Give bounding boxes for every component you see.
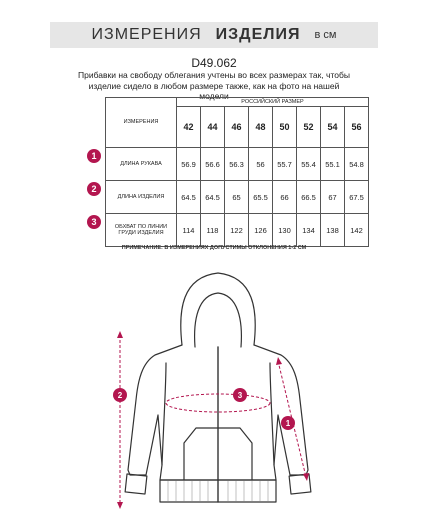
size-header: 50 xyxy=(273,107,297,148)
size-header: 56 xyxy=(345,107,369,148)
table-cell: 67.5 xyxy=(345,181,369,214)
table-cell: 118 xyxy=(201,214,225,247)
size-header: 44 xyxy=(201,107,225,148)
table-cell: 126 xyxy=(249,214,273,247)
table-cell: 130 xyxy=(273,214,297,247)
table-cell: 55.1 xyxy=(321,148,345,181)
table-cell: 142 xyxy=(345,214,369,247)
sketch-marker-2-label: 2 xyxy=(117,391,123,400)
title-word-measurements: ИЗМЕРЕНИЯ xyxy=(91,26,202,43)
size-header: 52 xyxy=(297,107,321,148)
table-row xyxy=(106,214,369,247)
sketch-marker-1 xyxy=(281,416,295,430)
title-banner xyxy=(50,22,378,48)
table-cell: 114 xyxy=(177,214,201,247)
size-system-label: РОССИЙСКИЙ РАЗМЕР xyxy=(177,98,369,107)
row-label-chest-girth: ОБХВАТ ПО ЛИНИИ ГРУДИ ИЗДЕЛИЯ xyxy=(106,214,177,247)
right-armhole-seam xyxy=(270,363,274,465)
table-cell: 122 xyxy=(225,214,249,247)
row-label-garment-length: ДЛИНА ИЗДЕЛИЯ xyxy=(106,181,177,214)
table-cell: 56.6 xyxy=(201,148,225,181)
hoodie-sketch xyxy=(100,265,320,520)
size-table xyxy=(105,97,369,247)
table-cell: 64.5 xyxy=(177,181,201,214)
table-corner-label: ИЗМЕРЕНИЯ xyxy=(106,98,177,148)
marker-2-badge: 2 xyxy=(87,182,101,196)
table-cell: 65 xyxy=(225,181,249,214)
model-code: D49.062 xyxy=(191,56,237,70)
table-cell: 56 xyxy=(249,148,273,181)
table-cell: 55.4 xyxy=(297,148,321,181)
row-label-sleeve-length: ДЛИНА РУКАВА xyxy=(106,148,177,181)
table-cell: 64.5 xyxy=(201,181,225,214)
size-header: 54 xyxy=(321,107,345,148)
hood-outline xyxy=(181,273,255,345)
size-header: 42 xyxy=(177,107,201,148)
marker-1-badge: 1 xyxy=(87,149,101,163)
tolerance-remark: ПРИМЕЧАНИЕ: В ИЗМЕРЕНИЯХ ДОПУСТИМЫ ОТКЛОНЕНИЯ 1-2 СМ xyxy=(121,245,307,251)
sketch-marker-2 xyxy=(113,388,127,402)
table-cell: 66 xyxy=(273,181,297,214)
table-cell: 66.5 xyxy=(297,181,321,214)
sketch-marker-3-label: 3 xyxy=(237,391,243,400)
title-unit: в см xyxy=(314,29,337,41)
table-cell: 55.7 xyxy=(273,148,297,181)
table-cell: 65.5 xyxy=(249,181,273,214)
title-word-garment: ИЗДЕЛИЯ xyxy=(215,26,301,43)
fit-note: Прибавки на свободу облегания учтены во всех размерах так, чтобы изделие сидело в любом размере также, как на фото на нашей модели xyxy=(78,70,350,101)
table-cell: 67 xyxy=(321,181,345,214)
hood-opening xyxy=(195,293,242,347)
size-header: 48 xyxy=(249,107,273,148)
sketch-marker-3 xyxy=(233,388,247,402)
table-cell: 54.8 xyxy=(345,148,369,181)
sketch-marker-1-label: 1 xyxy=(285,419,291,428)
table-cell: 138 xyxy=(321,214,345,247)
table-cell: 56.3 xyxy=(225,148,249,181)
table-row xyxy=(106,148,369,181)
left-cuff xyxy=(125,474,147,494)
marker-3-badge: 3 xyxy=(87,215,101,229)
table-row xyxy=(106,181,369,214)
left-armhole-seam xyxy=(162,363,166,465)
table-cell: 134 xyxy=(297,214,321,247)
table-cell: 56.9 xyxy=(177,148,201,181)
size-header: 46 xyxy=(225,107,249,148)
